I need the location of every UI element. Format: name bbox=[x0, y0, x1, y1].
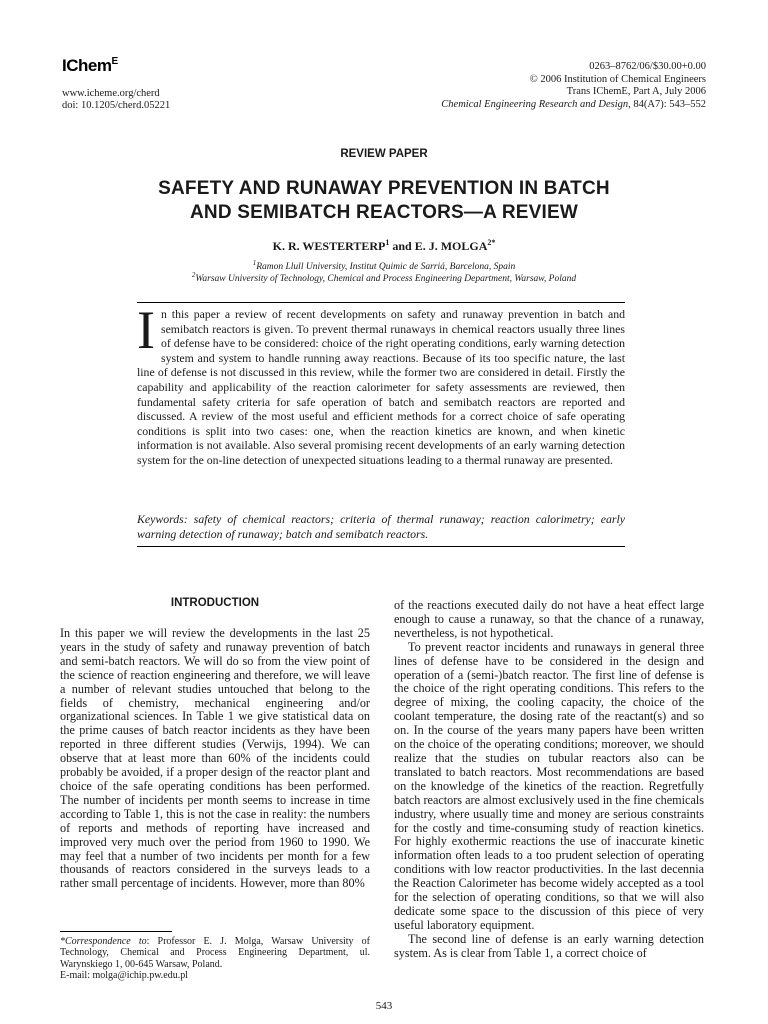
authors: K. R. WESTERTERP$^1$ and E. J. $MOLGA^{2*}$ bbox=[272, 238, 496, 253]
icheme-logo: IChem$^E$ bbox=[62, 56, 118, 75]
paragraph: The second line of defense is an early warning detection system. As is clear from Table 1, a correct choice of bbox=[394, 931, 704, 960]
email[interactable]: E-mail: molga@ichip.pw.edu.pl bbox=[60, 970, 188, 982]
copyright: © 2006 Institution of Chemical Engineers bbox=[529, 73, 706, 85]
journal-citation: Chemical Engineering Research and Design, 84(A7): 543–552 bbox=[441, 98, 706, 110]
keywords: Keywords: safety of chemical reactors; criteria of thermal runaway; reaction calorimetry; early warning detection of runaway; batch and semibatch reactors. bbox=[137, 512, 625, 541]
paragraph: To prevent reactor incidents and runaways in general three lines of defense have to be considered in the design and operation of a (semi-)batch reactor. The first line of defense is the choice of the right operating conditions. This refers to the degree of mixing, the cooling capacity, the choice of the coolant temperature, the dosing rate of the reactant(s) and so on. In the course of the years many papers have been written on the choice of the operating conditions; moreover, we should realize that the studies on tubular reactors also can be translated to batch reactors. Most recommendations are based on the knowledge of the kinetics of the reaction. Regretfully batch reactors are almost exclusively used in the fine chemicals industry, where usually time and money are serious constraints for the costly and time-consuming study of reaction kinetics. For highly exothermic reactions the use of inaccurate kinetic information often leads to a too prudent selection of operating conditions with low reactor productivities. In the last decennia the Reaction Calorimeter has become widely accepted as a tool for the selection of operating conditions, so that we will also dedicate some space to the discussion of this piece of very useful laboratory equipment. bbox=[394, 639, 704, 932]
journal-url[interactable]: www.icheme.org/cherd bbox=[62, 88, 160, 99]
abstract-top-rule bbox=[137, 302, 625, 303]
paper-type: REVIEW PAPER bbox=[340, 148, 428, 160]
abstract: In this paper a review of recent developments on safety and runaway prevention in batch and semibatch reactors is given. To prevent thermal runaways in chemical reactors usually three lines of defense have to be considered: choice of the right operating conditions, early warning detection system and system to handle running away reactions. Because of its too specific nature, the last line of defense is not discussed in this review, while the former two are considered in detail. Firstly the capability and applicability of the reaction calorimeter for safety assessments are reviewed, then fundamental safety criteria for safe operation of batch and semibatch reactors are reported and discussed. A review of the most useful and efficient methods for a correct choice of safe operating conditions is split into two cases: one, when the reaction kinetics are known, and when kinetic information is not available. Also several promising recent developments of an early warning detection system for the on-line detection of unexpected situations leading to a thermal runaway are presented. bbox=[137, 300, 625, 467]
affiliation-1: $^1$Ramon Llull University, Institut Quimic de Sarriá, Barcelona, Spain bbox=[252, 259, 516, 273]
paragraph: of the reactions executed daily do not have a heat effect large enough to cause a runaway, so that the chance of a runaway, nevertheless, is not hypothetical. bbox=[394, 598, 704, 640]
issn-code: 0263–8762/06/$30.00+0.00 bbox=[589, 61, 706, 72]
trans-line: Trans IChemE, Part A, July 2006 bbox=[566, 86, 706, 97]
paper-title: SAFETY AND RUNAWAY PREVENTION IN BATCH AND SEMIBATCH REACTORS—A REVIEW bbox=[158, 178, 610, 223]
footnote-rule bbox=[60, 931, 172, 932]
abstract-bottom-rule bbox=[137, 546, 625, 547]
drop-cap: I bbox=[137, 300, 155, 360]
paragraph: In this paper we will review the developments in the last 25 years in the study of safety and runaway prevention of batch and semi-batch reactors. We will do so from the view point of the science of reaction engineering and therefore, we will leave a number of relevant studies untouched that belong to the fields of chemistry, mechanical engineering and/or organizational sciences. In Table 1 we give statistical data on the prime causes of batch reactor incidents as they have been reported in three different studies (Verwijs, 1994). We can observe that at least more than 60% of the incidents could probably be avoided, if a proper design of the reactor plant and choice of the safe operating conditions has been performed. The number of incidents per month seems to increase in time according to Table 1, this is not the case in reality: the numbers of reports and methods of reporting have increased and improved very much over the period from 1960 to 1990. We may feel that a number of two incidents per month for a few thousands of reactors considered in the surveys leads to a rather small percentage of incidents. However, more than 80% bbox=[60, 626, 370, 891]
affiliation-2: $^2$Warsaw University of Technology, Chemical and Process Engineering Department, Warsaw, Poland bbox=[191, 271, 577, 285]
left-column bbox=[60, 627, 370, 891]
header-right bbox=[366, 61, 706, 111]
right-column bbox=[394, 599, 704, 961]
section-heading: INTRODUCTION bbox=[170, 597, 260, 609]
header-left bbox=[62, 88, 170, 112]
page-number: 543 bbox=[375, 1000, 393, 1012]
doi: doi: 10.1205/cherd.05221 bbox=[62, 100, 171, 111]
footnote: *Correspondence to: Professor E. J. Molga, Warsaw University of Technology, Chemical and Process Engineering Department, ul. Warynskiego 1, 00-645 Warsaw, Poland. E-mail: molga@ichip.pw.edu.pl bbox=[60, 936, 370, 982]
